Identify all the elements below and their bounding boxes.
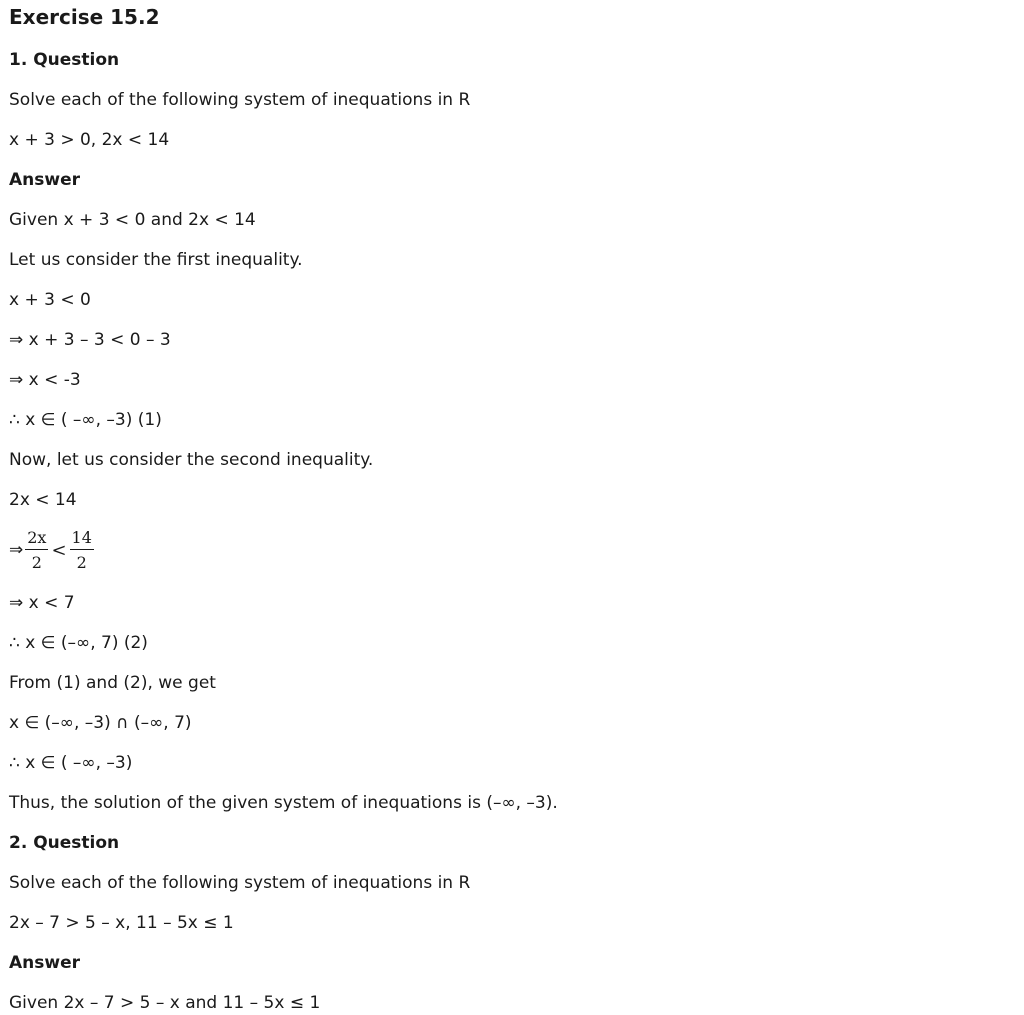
answer-1-step: Given x + 3 < 0 and 2x < 14 — [9, 210, 256, 230]
fraction-left-denominator: 2 — [31, 553, 42, 572]
answer-2-given: Given 2x – 7 > 5 – x and 11 – 5x ≤ 1 — [9, 993, 321, 1013]
fraction-expression — [9, 528, 96, 572]
question-1-system: x + 3 > 0, 2x < 14 — [9, 130, 170, 150]
answer-1-step: 2x < 14 — [9, 490, 77, 510]
answer-1-step: ∴ x ∈ (–∞, 7) (2) — [9, 633, 148, 653]
less-than-operator: < — [51, 539, 67, 561]
fraction-right-denominator: 2 — [76, 553, 87, 572]
fraction-right — [70, 528, 94, 572]
question-2-heading: 2. Question — [9, 833, 120, 853]
question-2-prompt: Solve each of the following system of inequations in R — [9, 873, 471, 893]
answer-1-step: x + 3 < 0 — [9, 290, 91, 310]
answer-1-step: Let us consider the first inequality. — [9, 250, 303, 270]
question-1-prompt: Solve each of the following system of inequations in R — [9, 90, 471, 110]
answer-1-step: ∴ x ∈ ( –∞, –3) — [9, 753, 133, 773]
answer-1-step: x ∈ (–∞, –3) ∩ (–∞, 7) — [9, 713, 192, 733]
implies-arrow: ⇒ — [9, 540, 24, 560]
answer-1-step: ⇒ x < -3 — [9, 370, 81, 390]
question-1-heading: 1. Question — [9, 50, 120, 70]
answer-1-step: Now, let us consider the second inequality. — [9, 450, 374, 470]
fraction-left-numerator: 2x — [25, 528, 48, 550]
answer-1-step: ∴ x ∈ ( –∞, –3) (1) — [9, 410, 162, 430]
answer-2-label: Answer — [9, 953, 80, 973]
question-2-system: 2x – 7 > 5 – x, 11 – 5x ≤ 1 — [9, 913, 234, 933]
fraction-right-numerator: 14 — [70, 528, 94, 550]
answer-1-step: From (1) and (2), we get — [9, 673, 216, 693]
answer-1-step: ⇒ x + 3 – 3 < 0 – 3 — [9, 330, 171, 350]
answer-1-conclusion: Thus, the solution of the given system of inequations is (–∞, –3). — [9, 793, 558, 813]
answer-1-label: Answer — [9, 170, 80, 190]
fraction-left — [25, 528, 48, 572]
answer-1-step: ⇒ x < 7 — [9, 593, 75, 613]
page-title: Exercise 15.2 — [9, 5, 160, 29]
